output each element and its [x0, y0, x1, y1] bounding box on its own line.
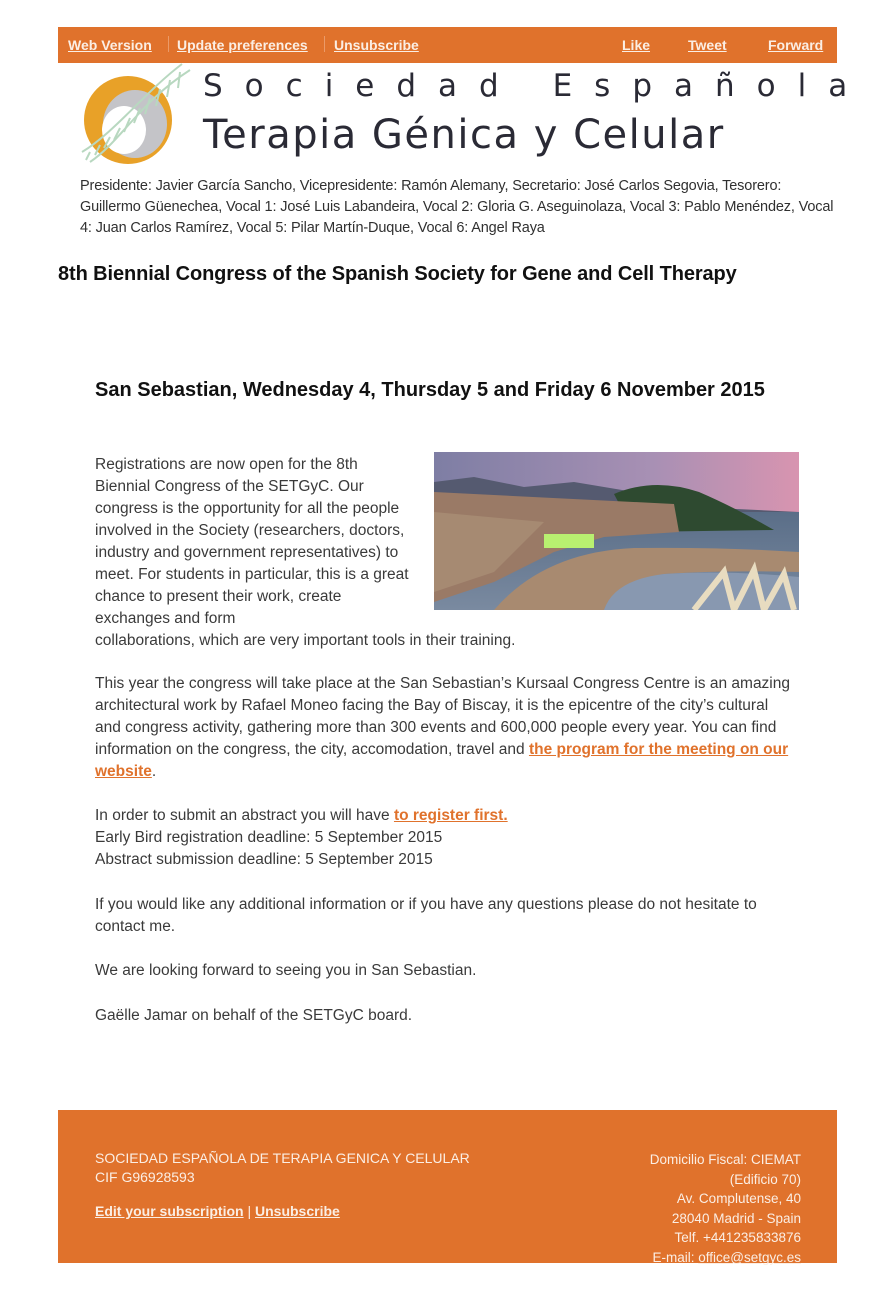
like-link[interactable]: Like: [622, 37, 651, 53]
register-link[interactable]: to register first.: [393, 807, 508, 824]
org-cif: CIF G96928593: [95, 1169, 195, 1185]
separator: [168, 36, 169, 52]
separator: |: [247, 1203, 252, 1219]
venue-paragraph: [95, 673, 795, 783]
top-nav-bar: [58, 27, 837, 63]
address-line: Av. Complutense, 40: [676, 1191, 801, 1207]
org-name: SOCIEDAD ESPAÑOLA DE TERAPIA GENICA Y CELULAR: [95, 1150, 470, 1166]
web-version-link[interactable]: Web Version: [68, 37, 152, 53]
address-line: 28040 Madrid - Spain: [671, 1210, 801, 1226]
contact-paragraph: If you would like any additional information or if you have any questions please do not hesitate to contact me.: [95, 896, 757, 935]
address-line: Domicilio Fiscal: CIEMAT: [649, 1152, 801, 1167]
forward-link[interactable]: Forward: [768, 37, 824, 53]
event-date-heading: San Sebastian, Wednesday 4, Thursday 5 and Friday 6 November 2015: [95, 379, 765, 401]
unsubscribe-link[interactable]: Unsubscribe: [334, 37, 419, 53]
email-line: [650, 1248, 801, 1268]
early-bird-deadline: Early Bird registration deadline: 5 September 2015: [95, 829, 443, 846]
email-label: E-mail:: [652, 1249, 699, 1265]
tweet-link[interactable]: Tweet: [688, 37, 727, 53]
venue-text: This year the congress will take place at the San Sebastian’s Kursaal Congress Centre is an amazing architectural work by Rafael Moneo facing the Bay of Biscay, it is the epicentre of the city’s cultural and congress activity, gathering more than 300 events and 600,000 people every year. You can find information on the congress, the city, accomodation, travel and: [95, 675, 790, 758]
abstract-text: In order to submit an abstract you will have: [95, 807, 394, 824]
page-title: 8th Biennial Congress of the Spanish Society for Gene and Cell Therapy: [58, 263, 737, 285]
edit-subscription-link[interactable]: Edit your subscription: [95, 1203, 244, 1219]
period: .: [151, 763, 157, 780]
closing-paragraph: We are looking forward to seeing you in San Sebastian.: [95, 962, 477, 979]
intro-paragraph-end: collaborations, which are very important tools in their training.: [95, 632, 516, 649]
san-sebastian-photo: [434, 452, 799, 610]
registration-paragraph: [95, 805, 795, 871]
phone: Telf. +441235833876: [674, 1230, 801, 1246]
separator: [324, 36, 325, 52]
signature: Gaëlle Jamar on behalf of the SETGyC board.: [95, 1007, 413, 1024]
footer-address: [650, 1150, 801, 1268]
footer-unsubscribe-link[interactable]: Unsubscribe: [255, 1203, 340, 1219]
footer: [58, 1110, 837, 1263]
program-website-link[interactable]: the program for the meeting on our website: [95, 741, 789, 780]
society-logo-icon: [80, 62, 195, 170]
footer-links: [95, 1203, 340, 1219]
brand-title-line2: Terapia Génica y Celular: [203, 112, 725, 158]
abstract-deadline: Abstract submission deadline: 5 September 2015: [95, 851, 433, 868]
board-members: Presidente: Javier García Sancho, Vicepresidente: Ramón Alemany, Secretario: José Carlos Segovia, Tesorero: Guillermo Güenechea, Vocal 1: José Luis Labandeira, Vocal 2: Gloria G. Aseguinolaza, Vocal 3: Pablo Menéndez, Vocal 4: Juan Carlos Ramírez, Vocal 5: Pilar Martín-Duque, Vocal 6: Angel Raya: [80, 178, 834, 236]
email-link[interactable]: office@setgyc.es: [698, 1249, 801, 1265]
brand-title-line1: Sociedad Española: [203, 68, 870, 104]
footer-org: [95, 1149, 470, 1187]
intro-paragraph: Registrations are now open for the 8th Biennial Congress of the SETGyC. Our congress is the opportunity for all the people involved in the Society (researchers, doctors, industry and government representatives) to meet. For students in particular, this is a great chance to present their work, create exchanges and form: [95, 456, 409, 627]
address-line: (Edificio 70): [729, 1171, 801, 1187]
update-preferences-link[interactable]: Update preferences: [177, 37, 308, 53]
